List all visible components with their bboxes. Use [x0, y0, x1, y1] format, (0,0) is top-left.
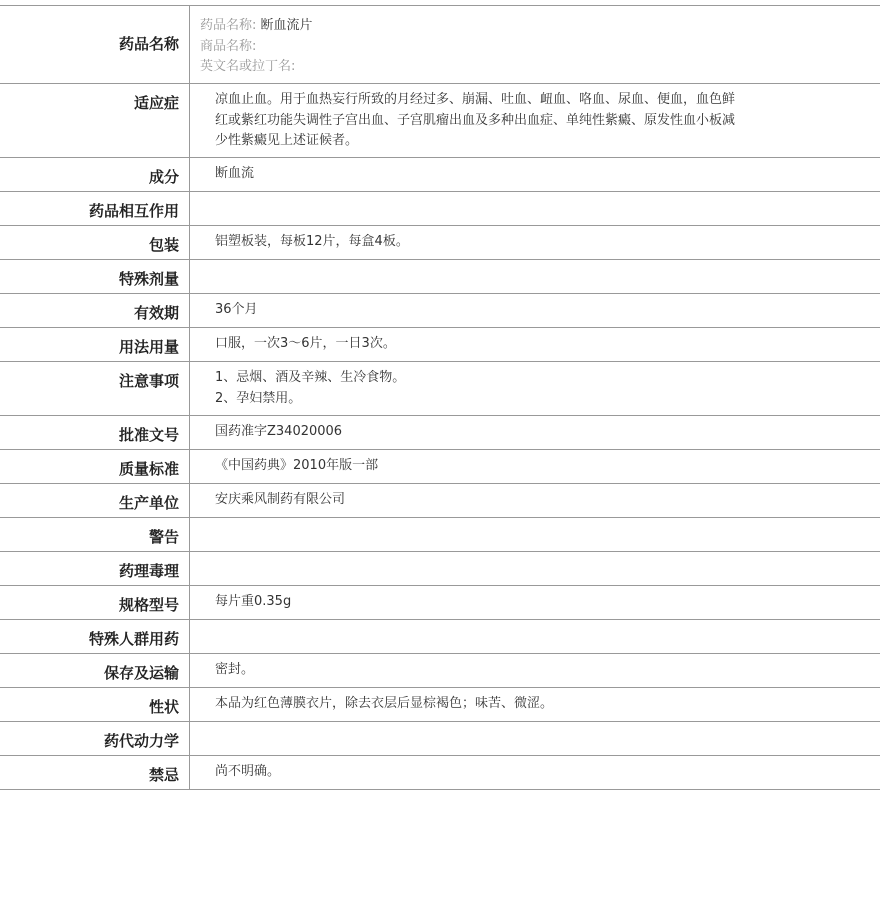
table-row: [0, 721, 880, 755]
table-body: [0, 83, 880, 790]
row-label: 适应症: [0, 84, 190, 157]
table-row: [0, 483, 880, 517]
row-value: [190, 484, 880, 517]
table-row: [0, 327, 880, 361]
table-row: [0, 619, 880, 653]
row-value: [190, 416, 880, 449]
table-row: [0, 293, 880, 327]
row-label: 药品相互作用: [0, 192, 190, 225]
row-value: [190, 362, 880, 415]
table-row: [0, 653, 880, 687]
drug-info-table: [0, 5, 880, 790]
row-label: 药代动力学: [0, 722, 190, 755]
table-row: [0, 551, 880, 585]
row-value: [190, 294, 880, 327]
row-label: 禁忌: [0, 756, 190, 789]
value-line: 断血流: [215, 166, 255, 181]
drug-name-label: 药品名称:: [200, 18, 257, 33]
row-value: [190, 552, 880, 585]
value-line: 本品为红色薄膜衣片，除去衣层后显棕褐色；味苦、微涩。: [215, 696, 554, 711]
row-label: 注意事项: [0, 362, 190, 415]
row-value: [190, 518, 880, 551]
row-label: 质量标准: [0, 450, 190, 483]
row-value: [190, 226, 880, 259]
table-row: [0, 517, 880, 551]
value-line: 《中国药典》2010年版一部: [215, 458, 379, 473]
row-label: 特殊剂量: [0, 260, 190, 293]
row-label: 成分: [0, 158, 190, 191]
table-row: [0, 755, 880, 790]
row-label: 规格型号: [0, 586, 190, 619]
row-label: 包装: [0, 226, 190, 259]
row-value: [190, 688, 880, 721]
row-value: [190, 6, 880, 83]
value-line: 国药准字Z34020006: [215, 424, 343, 439]
row-value: [190, 722, 880, 755]
row-value: [190, 158, 880, 191]
table-row: [0, 225, 880, 259]
trade-name-label: 商品名称:: [200, 38, 257, 54]
row-value: [190, 620, 880, 653]
table-row: [0, 415, 880, 449]
value-line: 36个月: [215, 302, 258, 317]
row-label: 性状: [0, 688, 190, 721]
value-line: 口服，一次3～6片，一日3次。: [215, 336, 396, 351]
drug-name-line: [200, 16, 800, 37]
value-line: 每片重0.35g: [215, 594, 292, 609]
value-line: 少性紫癜见上述证候者。: [215, 133, 359, 148]
table-row-drug-name: [0, 5, 880, 83]
table-row: [0, 361, 880, 415]
table-row: [0, 157, 880, 191]
value-line: 2、孕妇禁用。: [215, 390, 302, 406]
table-row: [0, 83, 880, 157]
row-label: 药理毒理: [0, 552, 190, 585]
row-value: [190, 84, 880, 157]
table-row: [0, 449, 880, 483]
row-label: 有效期: [0, 294, 190, 327]
drug-name-value: 断血流片: [260, 18, 313, 33]
value-line: 密封。: [215, 662, 255, 677]
row-value: [190, 586, 880, 619]
value-line: 铝塑板装，每板12片，每盒4板。: [215, 234, 409, 249]
table-row: [0, 191, 880, 225]
table-row: [0, 585, 880, 619]
row-value: [190, 192, 880, 225]
row-label: 保存及运输: [0, 654, 190, 687]
row-value: [190, 450, 880, 483]
english-name-label: 英文名或拉丁名:: [200, 59, 296, 74]
table-row: [0, 687, 880, 721]
row-value: [190, 328, 880, 361]
row-label: 批准文号: [0, 416, 190, 449]
value-line: 1、忌烟、酒及辛辣、生冷食物。: [215, 370, 406, 385]
row-value: [190, 756, 880, 789]
value-line: 安庆乘风制药有限公司: [215, 492, 346, 507]
value-line: 红或紫红功能失调性子宫出血、子宫肌瘤出血及多种出血症、单纯性紫癜、原发性血小板减: [215, 112, 736, 128]
row-label: 药品名称: [0, 6, 190, 83]
value-line: 尚不明确。: [215, 764, 281, 779]
table-row: [0, 259, 880, 293]
row-value: [190, 260, 880, 293]
row-label: 生产单位: [0, 484, 190, 517]
row-label: 特殊人群用药: [0, 620, 190, 653]
value-line: 凉血止血。用于血热妄行所致的月经过多、崩漏、吐血、衄血、咯血、尿血、便血，血色鲜: [215, 92, 736, 107]
row-value: [190, 654, 880, 687]
row-label: 警告: [0, 518, 190, 551]
row-label: 用法用量: [0, 328, 190, 361]
